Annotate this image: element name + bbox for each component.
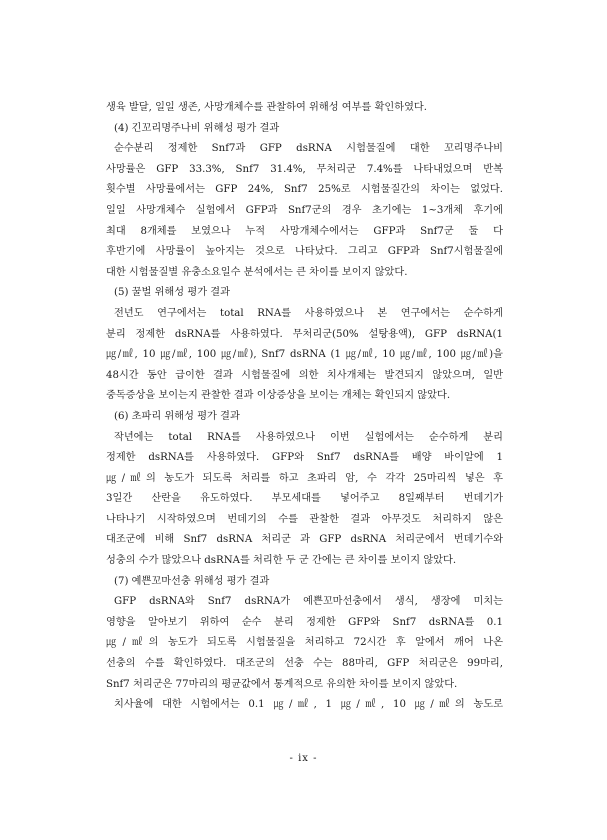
text-line: 횟수별 사망률에서는 GFP 24%, Snf7 25%로 시험물질간의 차이는 없었다. [106,184,503,196]
text-line: 후반기에 사망률이 높아지는 것으로 나타났다. 그리고 GFP과 Snf7시험물질에 [106,246,503,258]
text-line: 치사율에 대한 시험에서는 0.1 ㎍/㎖, 1 ㎍/㎖, 10 ㎍/㎖의 농도로 [114,699,503,711]
text-line: 성충의 수가 많았으나 dsRNA를 처리한 두 군 간에는 큰 차이를 보이지 않았다. [106,555,457,567]
text-line: 최대 8개체를 보였으나 누적 사망개체수에서는 GFP과 Snf7군 둘 다 [106,225,503,237]
page-number: - ix - [289,753,318,764]
text-line: 중독증상을 보이는지 관찰한 결과 이상증상을 보이는 개체는 확인되지 않았다. [106,390,451,402]
text-line: 3일간 산란을 유도하였다. 부모세대를 넣어주고 8일째부터 번데기가 [106,493,503,505]
section-heading: (4) 긴꼬리명주나비 위해성 평가 결과 [114,122,280,134]
text-line: ㎍/㎖의 농도가 되도록 처리를 하고 초파리 암, 수 각각 25마리씩 넣은 후 [106,472,503,484]
text-line: 분리 정제한 dsRNA를 사용하였다. 무처리군(50% 설탕용액), GFP dsRNA(1 [106,328,503,340]
section-heading: (6) 초파리 위해성 평가 결과 [114,410,240,422]
text-line: 대조군에 비해 Snf7 dsRNA 처리군 과 GFP dsRNA 처리군에서 번데기수와 [106,534,503,546]
text-line: GFP dsRNA와 Snf7 dsRNA가 예쁜꼬마선충에서 생식, 생장에 미치는 [114,596,503,608]
body-text [106,98,503,716]
text-line: 전년도 연구에서는 total RNA를 사용하였으나 본 연구에서는 순수하게 [114,307,503,319]
text-line: ㎍/㎖, 10 ㎍/㎖, 100 ㎍/㎖), Snf7 dsRNA (1 ㎍/㎖, 10 ㎍/㎖, 100 ㎍/㎖)을 [106,349,503,361]
text-line: 순수분리 정제한 Snf7과 GFP dsRNA 시험물질에 대한 꼬리명주나비 [114,143,503,155]
text-line: 일일 사망개체수 실험에서 GFP과 Snf7군의 경우 초기에는 1~3개체 후기에 [106,204,503,216]
text-line: 대한 시험물질별 유충소요일수 분석에서는 큰 차이를 보이지 않았다. [106,266,408,278]
section-heading: (5) 꿀벌 위해성 평가 결과 [114,287,230,299]
text-line: 48시간 동안 급이한 결과 시험물질에 의한 치사개체는 발견되지 않았으며, 일반 [106,369,503,381]
text-line: 나타나기 시작하였으며 번데기의 수를 관찰한 결과 아무것도 처리하지 않은 [106,513,503,525]
text-line: ㎍/㎖의 농도가 되도록 시험물질을 처리하고 72시간 후 알에서 깨어 나온 [106,637,503,649]
text-line: Snf7 처리군은 77마리의 평균값에서 통계적으로 유의한 차이를 보이지 않았다. [106,678,458,690]
section-heading: (7) 예쁜꼬마선충 위해성 평가 결과 [114,575,270,587]
text-line: 사망률은 GFP 33.3%, Snf7 31.4%, 무처리군 7.4%를 나타내었으며 반복 [106,163,503,175]
text-line: 작년에는 total RNA를 사용하였으나 이번 실험에서는 순수하게 분리 [114,431,503,443]
text-line: 영향을 알아보기 위하여 순수 분리 정제한 GFP와 Snf7 dsRNA를 0.1 [106,616,503,628]
text-line: 생육 발달, 일일 생존, 사망개체수를 관찰하여 위해성 여부를 확인하였다. [106,102,428,113]
text-line: 정제한 dsRNA를 사용하였다. GFP와 Snf7 dsRNA를 배양 바이알에 1 [106,452,503,464]
text-line: 선충의 수를 확인하였다. 대조군의 선충 수는 88마리, GFP 처리군은 99마리, [106,658,503,670]
